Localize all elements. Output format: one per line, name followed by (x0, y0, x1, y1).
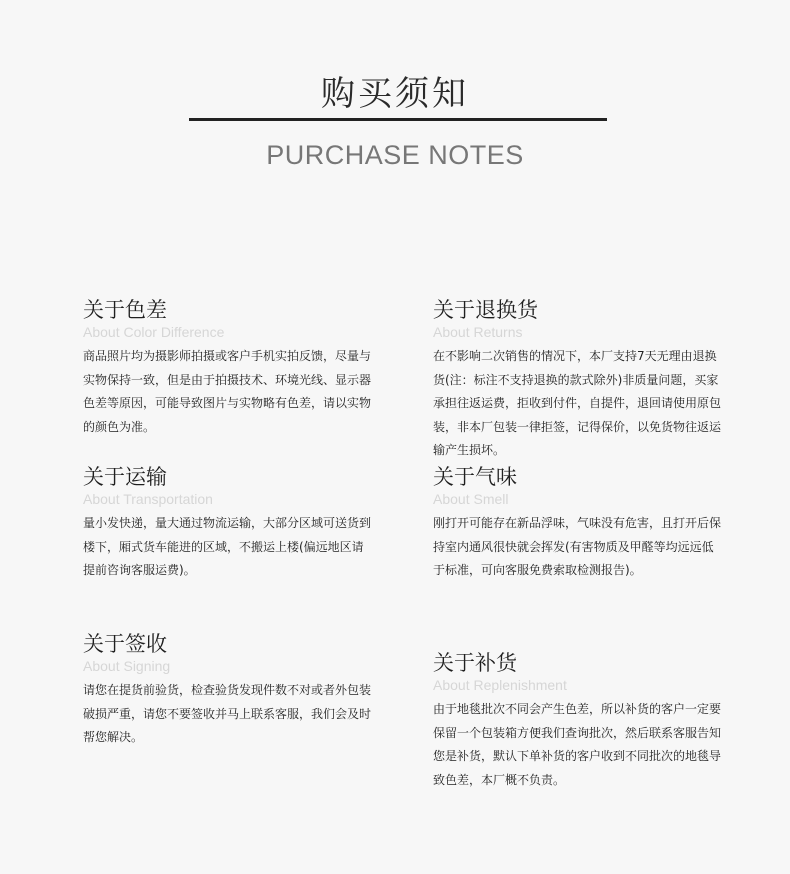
section-signing (83, 631, 375, 750)
page-subtitle: PURCHASE NOTES (266, 140, 524, 170)
section-body: 请您在提货前验货，检查验货发现件数不对或者外包装破损严重，请您不要签收并马上联系客服，我们会及时帮您解决。 (83, 683, 372, 744)
section-replenishment (433, 650, 725, 792)
section-subtitle: About Replenishment (433, 677, 567, 693)
section-transportation (83, 464, 375, 583)
title-divider (189, 118, 607, 121)
section-color-difference (83, 297, 375, 439)
section-body: 刚打开可能存在新品浮味，气味没有危害，且打开后保持室内通风很快就会挥发(有害物质及甲醛等均远远低于标准，可向客服免费索取检测报告)。 (433, 516, 722, 577)
section-body: 在不影响二次销售的情况下，本厂支持7天无理由退换货(注：标注不支持退换的款式除外)非质量问题，买家承担往返运费，拒收到付件，自提件，退回请使用原包装，非本厂包装一律拒签，记得保价，以免货物往返运输产生损坏。 (433, 349, 722, 457)
section-smell (433, 464, 725, 583)
section-title: 关于气味 (433, 465, 517, 489)
section-subtitle: About Smell (433, 491, 509, 507)
page-title: 购买须知 (321, 74, 469, 114)
section-title: 关于色差 (83, 298, 167, 322)
section-subtitle: About Signing (83, 658, 171, 674)
section-body: 量小发快递，量大通过物流运输，大部分区域可送货到楼下，厢式货车能进的区域，不搬运上楼(偏远地区请提前咨询客服运费)。 (83, 516, 372, 577)
section-title: 关于签收 (83, 632, 167, 656)
section-title: 关于退换货 (433, 298, 538, 322)
section-subtitle: About Returns (433, 324, 523, 340)
section-subtitle: About Transportation (83, 491, 213, 507)
section-title: 关于补货 (433, 651, 517, 675)
section-title: 关于运输 (83, 465, 167, 489)
section-body: 商品照片均为摄影师拍摄或客户手机实拍反馈，尽量与实物保持一致，但是由于拍摄技术、环境光线、显示器色差等原因，可能导致图片与实物略有色差，请以实物的颜色为准。 (83, 349, 372, 434)
section-subtitle: About Color Difference (83, 324, 225, 340)
section-body: 由于地毯批次不同会产生色差，所以补货的客户一定要保留一个包装箱方便我们查询批次，然后联系客服告知您是补货，默认下单补货的客户收到不同批次的地毯导致色差，本厂概不负责。 (433, 702, 722, 787)
section-returns (433, 297, 725, 463)
